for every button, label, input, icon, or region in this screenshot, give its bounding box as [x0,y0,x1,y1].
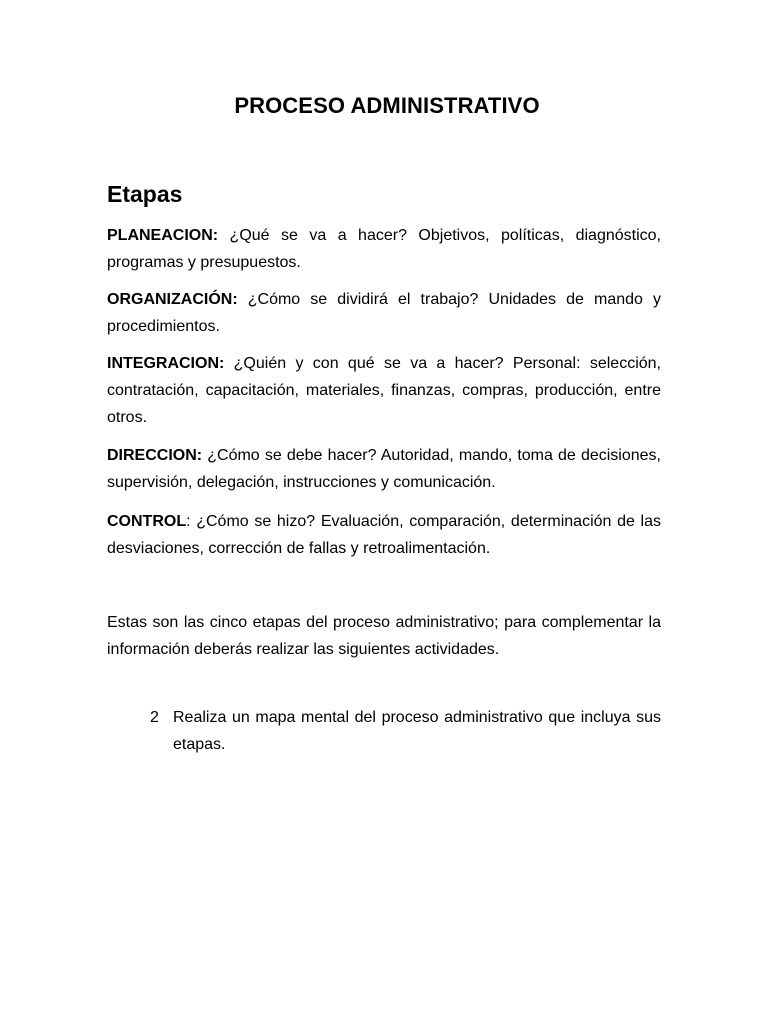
stage-term: PLANEACION: [107,227,219,244]
stage-term: INTEGRACION: [107,355,225,372]
stage-description: : ¿Cómo se hizo? Evaluación, comparación, determinación de las desviaciones, corrección de fallas y retroalimentación. [107,513,661,557]
stage-term: ORGANIZACIÓN: [107,291,238,308]
document-title: PROCESO ADMINISTRATIVO [234,93,540,118]
stage-organizacion [107,286,661,340]
section-heading: Etapas [107,181,183,207]
activity-list-item [150,704,661,758]
stage-description: ¿Quién y con qué se va a hacer? Personal: selección, contratación, capacitación, materiales, finanzas, compras, producción, entre otros. [107,355,661,426]
stage-direccion [107,442,661,496]
stage-planeacion [107,222,661,276]
stage-control [107,508,661,562]
stage-integracion [107,350,661,431]
stage-term: DIRECCION: [107,447,203,464]
stage-term: CONTROL [107,513,187,530]
stage-description: ¿Qué se va a hacer? Objetivos, políticas, diagnóstico, programas y presupuestos. [107,227,661,271]
activity-text: Realiza un mapa mental del proceso administrativo que incluya sus etapas. [173,709,661,753]
activity-number: 2 [150,709,159,726]
stage-description: ¿Cómo se debe hacer? Autoridad, mando, toma de decisiones, supervisión, delegación, instrucciones y comunicación. [107,447,661,491]
closing-paragraph: Estas son las cinco etapas del proceso administrativo; para complementar la información deberás realizar las siguientes actividades. [107,614,661,658]
stage-description: ¿Cómo se dividirá el trabajo? Unidades de mando y procedimientos. [107,291,661,335]
